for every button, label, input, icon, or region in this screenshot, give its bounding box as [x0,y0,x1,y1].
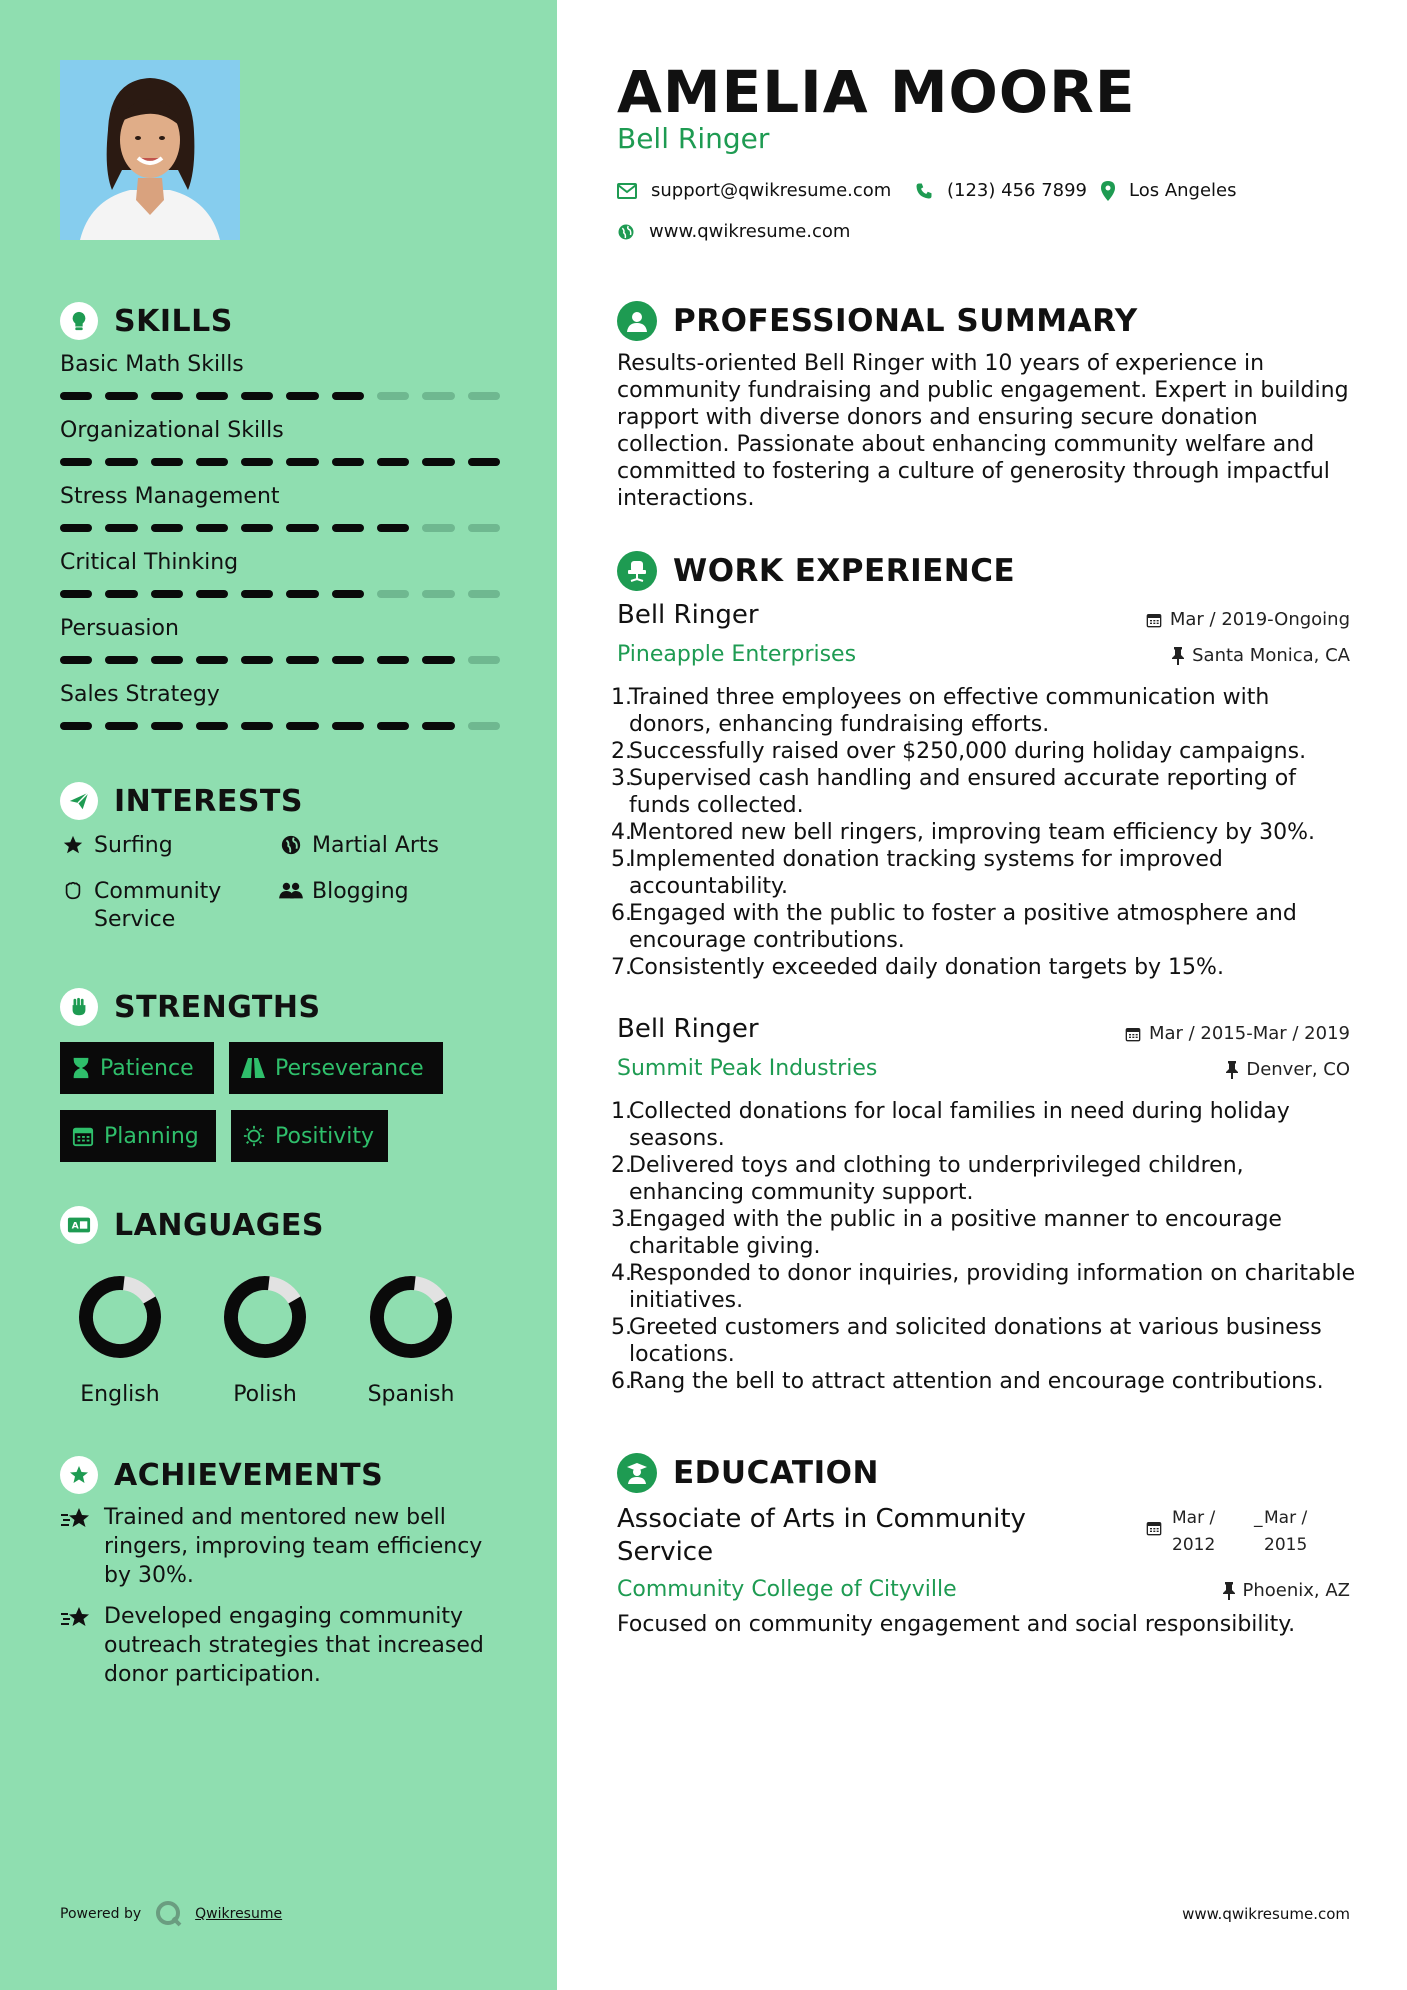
bullet-text: Collected donations for local families in need during holiday seasons. [629,1099,1290,1151]
bullet-text: Implemented donation tracking systems for improved accountability. [629,847,1223,899]
job-bullet [611,1260,1357,1314]
skill-level-bar [60,722,500,730]
bullet-number: 3. [611,766,632,791]
bullet-number: 2. [611,1153,632,1178]
education-end-date [1264,1505,1307,1559]
job-location-text: Denver, CO [1246,1059,1350,1080]
job-bullets [611,684,1357,981]
education-start-date [1172,1505,1215,1559]
skill-level-dash [60,524,92,532]
strength-tag-patience [60,1042,214,1094]
bullet-number: 3. [611,1207,632,1232]
summary-heading [617,301,1138,341]
interests-heading [60,782,303,820]
skill-level-dash [196,524,228,532]
bullet-number: 1. [611,1099,632,1124]
interest-item-martial-arts [278,832,439,860]
job-bullet [611,738,1357,765]
job-bullet [611,1098,1357,1152]
pushpin-icon [1226,1061,1238,1079]
interest-label: Blogging [312,879,409,904]
contact-location [1101,180,1237,201]
interest-label: Community Service [94,879,222,932]
skill-item [60,418,500,466]
bullet-number: 5. [611,1315,632,1340]
skill-level-dash [468,590,500,598]
qwikresume-link[interactable]: Qwikresume [195,1906,283,1922]
summary-text: Results-oriented Bell Ringer with 10 years of experience in community fundraising and public engagement. Expert in building rapport with diverse donors and ensuring secure donation collection. Passionate about enhancing community welfare and committed to fostering a culture of generosity through impactful interactions. [617,351,1349,511]
skill-level-dash [286,722,318,730]
bullet-number: 4. [611,1261,632,1286]
skill-item [60,484,500,532]
language-name: English [80,1382,160,1407]
languages-heading [60,1206,324,1244]
contact-email[interactable] [617,180,891,201]
interest-label: Surfing [94,833,173,858]
skill-level-dash [105,458,137,466]
skill-level-dash [60,458,92,466]
hourglass-icon [72,1057,90,1079]
bullet-text: Mentored new bell ringers, improving team efficiency by 30%. [629,820,1315,845]
skill-level-dash [196,722,228,730]
start-month: Mar / [1172,1508,1216,1528]
job-date [1125,1023,1350,1044]
job-location [1226,1059,1350,1080]
achievement-text: Developed engaging community outreach strategies that increased donor participation. [104,1604,484,1687]
user-icon [617,301,657,341]
website-text: www.qwikresume.com [649,221,851,242]
skill-level-dash [105,590,137,598]
pushpin-icon [1172,647,1184,665]
interest-item-blogging [278,878,409,906]
education-description: Focused on community engagement and social responsibility. [617,1612,1296,1637]
star-icon [60,832,86,856]
contact-phone[interactable] [915,180,1087,201]
calendar-icon [1125,1026,1141,1042]
bullet-text: Supervised cash handling and ensured accurate reporting of funds collected. [629,766,1297,818]
skill-level-dash [422,722,454,730]
language-name: Polish [233,1382,297,1407]
job-bullet [611,819,1357,846]
strengths-title: STRENGTHS [114,989,321,1025]
hand-icon [60,878,86,902]
skill-level-dash [286,524,318,532]
skill-level-dash [286,590,318,598]
language-ring-fill [366,1272,456,1362]
shooting-star-icon [60,1602,104,1689]
powered-by [60,1900,282,1928]
award-star-icon [60,1456,98,1494]
skill-level-dash [241,722,273,730]
language-item [351,1272,471,1407]
language-level-ring [75,1272,165,1362]
language-icon [60,1206,98,1244]
skill-level-dash [241,458,273,466]
strengths-heading [60,988,321,1026]
education-degree: Associate of Arts in Community Service [617,1504,1026,1567]
skill-level-dash [286,392,318,400]
road-icon [241,1058,265,1078]
strength-label: Perseverance [275,1055,424,1081]
calendar-icon [72,1125,94,1147]
end-month: Mar / [1264,1508,1308,1528]
skill-level-dash [377,722,409,730]
skill-level-dash [105,656,137,664]
fist-icon [60,988,98,1026]
strength-tag-positivity [231,1110,388,1162]
skill-level-dash [60,590,92,598]
skill-level-dash [468,392,500,400]
interest-label: Martial Arts [312,833,440,858]
skill-level-dash [196,458,228,466]
education-location [1223,1580,1351,1601]
skill-level-dash [60,722,92,730]
skill-level-dash [105,524,137,532]
skill-level-dash [468,458,500,466]
experience-title: WORK EXPERIENCE [673,553,1016,589]
job-title: Bell Ringer [617,1014,759,1044]
location-text: Los Angeles [1129,180,1237,201]
skill-level-dash [332,590,364,598]
skill-level-dash [377,524,409,532]
sun-icon [243,1125,265,1147]
chair-icon [617,551,657,591]
end-year: 2015 [1264,1535,1308,1555]
users-icon [278,878,304,902]
skill-level-dash [151,392,183,400]
skill-level-dash [151,458,183,466]
education-heading [617,1453,879,1493]
language-ring-fill [220,1272,310,1362]
skill-level-dash [332,392,364,400]
skill-name: Basic Math Skills [60,352,244,377]
skill-level-dash [332,656,364,664]
skills-title: SKILLS [114,303,233,339]
bullet-text: Trained three employees on effective communication with donors, enhancing fundraising efforts. [629,685,1270,737]
candidate-role: Bell Ringer [617,122,770,155]
bullet-number: 6. [611,1369,632,1394]
job-bullet [611,846,1357,900]
language-ring-fill [75,1272,165,1362]
phone-icon [915,182,933,200]
skill-level-dash [151,656,183,664]
job-bullet [611,1368,1357,1395]
strength-label: Patience [100,1055,194,1081]
skill-level-dash [422,590,454,598]
skill-level-dash [241,524,273,532]
bullet-number: 5. [611,847,632,872]
bullet-number: 2. [611,739,632,764]
pushpin-icon [1223,1582,1235,1600]
job-date-text: Mar / 2019-Ongoing [1169,609,1350,630]
skill-level-dash [468,656,500,664]
contact-website[interactable] [617,221,850,242]
skill-level-dash [105,392,137,400]
bullet-text: Greeted customers and solicited donations at various business locations. [629,1315,1322,1367]
job-company: Summit Peak Industries [617,1056,878,1081]
interests-title: INTERESTS [114,783,303,819]
strength-tag-planning [60,1110,216,1162]
phone-text: (123) 456 7899 [947,180,1088,201]
job-title: Bell Ringer [617,600,759,630]
language-item [205,1272,325,1407]
job-bullet [611,1152,1357,1206]
bullet-text: Responded to donor inquiries, providing information on charitable initiatives. [629,1261,1356,1313]
job-bullet [611,900,1357,954]
skill-level-dash [377,656,409,664]
qwikresume-logo-icon [155,1900,183,1928]
globe-icon [278,832,304,856]
skill-level-dash [468,524,500,532]
bullet-text: Successfully raised over $250,000 during holiday campaigns. [629,739,1307,764]
bullet-text: Delivered toys and clothing to underprivileged children, enhancing community support. [629,1153,1244,1205]
calendar-icon [1146,612,1162,628]
languages-title: LANGUAGES [114,1207,324,1243]
sidebar [0,0,557,1990]
skill-level-dash [468,722,500,730]
interest-item-community-service [60,878,260,934]
skill-level-dash [332,458,364,466]
education-location-text: Phoenix, AZ [1242,1580,1350,1601]
job-date [1146,609,1350,630]
skill-level-bar [60,392,500,400]
graduate-icon [617,1453,657,1493]
skill-level-dash [60,392,92,400]
achievement-item [60,1503,500,1590]
skill-level-dash [422,392,454,400]
achievement-text: Trained and mentored new bell ringers, improving team efficiency by 30%. [104,1505,483,1588]
skill-name: Sales Strategy [60,682,220,707]
job-bullet [611,765,1357,819]
job-bullet [611,954,1357,981]
bullet-text: Engaged with the public in a positive manner to encourage charitable giving. [629,1207,1282,1259]
job-company: Pineapple Enterprises [617,642,857,667]
skill-level-dash [241,656,273,664]
education-school: Community College of Cityville [617,1577,957,1602]
strength-tag-perseverance [229,1042,443,1094]
map-pin-icon [1101,181,1115,201]
job-bullet [611,1206,1357,1260]
skill-level-dash [196,392,228,400]
skill-level-bar [60,656,500,664]
skill-level-dash [241,392,273,400]
skill-level-dash [60,656,92,664]
skill-item [60,352,500,400]
job-bullet [611,684,1357,738]
skill-level-dash [377,590,409,598]
skill-item [60,550,500,598]
globe-icon [617,223,635,241]
paper-plane-icon [60,782,98,820]
skill-level-dash [422,656,454,664]
skill-name: Persuasion [60,616,179,641]
shooting-star-icon [60,1503,104,1590]
skill-level-dash [196,656,228,664]
skill-level-dash [151,524,183,532]
language-item [60,1272,180,1407]
skill-level-dash [151,722,183,730]
language-name: Spanish [367,1382,455,1407]
powered-by-label: Powered by [60,1906,142,1922]
achievements-title: ACHIEVEMENTS [114,1457,384,1493]
interest-item-surfing [60,832,173,860]
skill-level-dash [332,722,364,730]
education-separator: _ [1254,1508,1263,1528]
bullet-text: Consistently exceeded daily donation targets by 15%. [629,955,1224,980]
skill-level-dash [105,722,137,730]
job-bullet [611,1314,1357,1368]
strength-label: Planning [104,1123,199,1149]
skill-name: Stress Management [60,484,280,509]
education-title: EDUCATION [673,1455,879,1491]
language-level-ring [366,1272,456,1362]
skill-level-bar [60,590,500,598]
bullet-number: 6. [611,901,632,926]
job-bullets [611,1098,1357,1395]
skill-level-dash [377,392,409,400]
bullet-number: 4. [611,820,632,845]
achievement-item [60,1602,500,1689]
skill-level-dash [196,590,228,598]
profile-photo [60,60,240,240]
footer-url[interactable]: www.qwikresume.com [1182,1905,1350,1923]
job-location-text: Santa Monica, CA [1192,645,1350,666]
education-calendar [1146,1520,1170,1536]
skill-level-dash [422,458,454,466]
skill-level-dash [286,656,318,664]
skill-level-dash [286,458,318,466]
bullet-number: 7. [611,955,632,980]
skill-item [60,682,500,730]
summary-title: PROFESSIONAL SUMMARY [673,303,1138,339]
start-year: 2012 [1172,1535,1216,1555]
email-text: support@qwikresume.com [651,180,892,201]
skill-item [60,616,500,664]
achievements-heading [60,1456,383,1494]
job-date-text: Mar / 2015-Mar / 2019 [1148,1023,1350,1044]
bullet-text: Rang the bell to attract attention and encourage contributions. [629,1369,1324,1394]
experience-heading [617,551,1015,591]
strength-label: Positivity [275,1123,375,1149]
calendar-icon [1146,1520,1162,1536]
candidate-name: AMELIA MOORE [617,58,1136,126]
svg-text:A: A [71,1220,80,1232]
skill-level-dash [151,590,183,598]
skill-name: Organizational Skills [60,418,284,443]
skills-heading [60,302,233,340]
skill-level-bar [60,524,500,532]
job-location [1172,645,1350,666]
skill-level-dash [332,524,364,532]
skill-name: Critical Thinking [60,550,239,575]
bullet-number: 1. [611,685,632,710]
skill-level-dash [422,524,454,532]
skill-level-dash [377,458,409,466]
lightbulb-icon [60,302,98,340]
skill-level-dash [241,590,273,598]
bullet-text: Engaged with the public to foster a positive atmosphere and encourage contributions. [629,901,1297,953]
skill-level-bar [60,458,500,466]
language-level-ring [220,1272,310,1362]
envelope-icon [617,183,637,199]
